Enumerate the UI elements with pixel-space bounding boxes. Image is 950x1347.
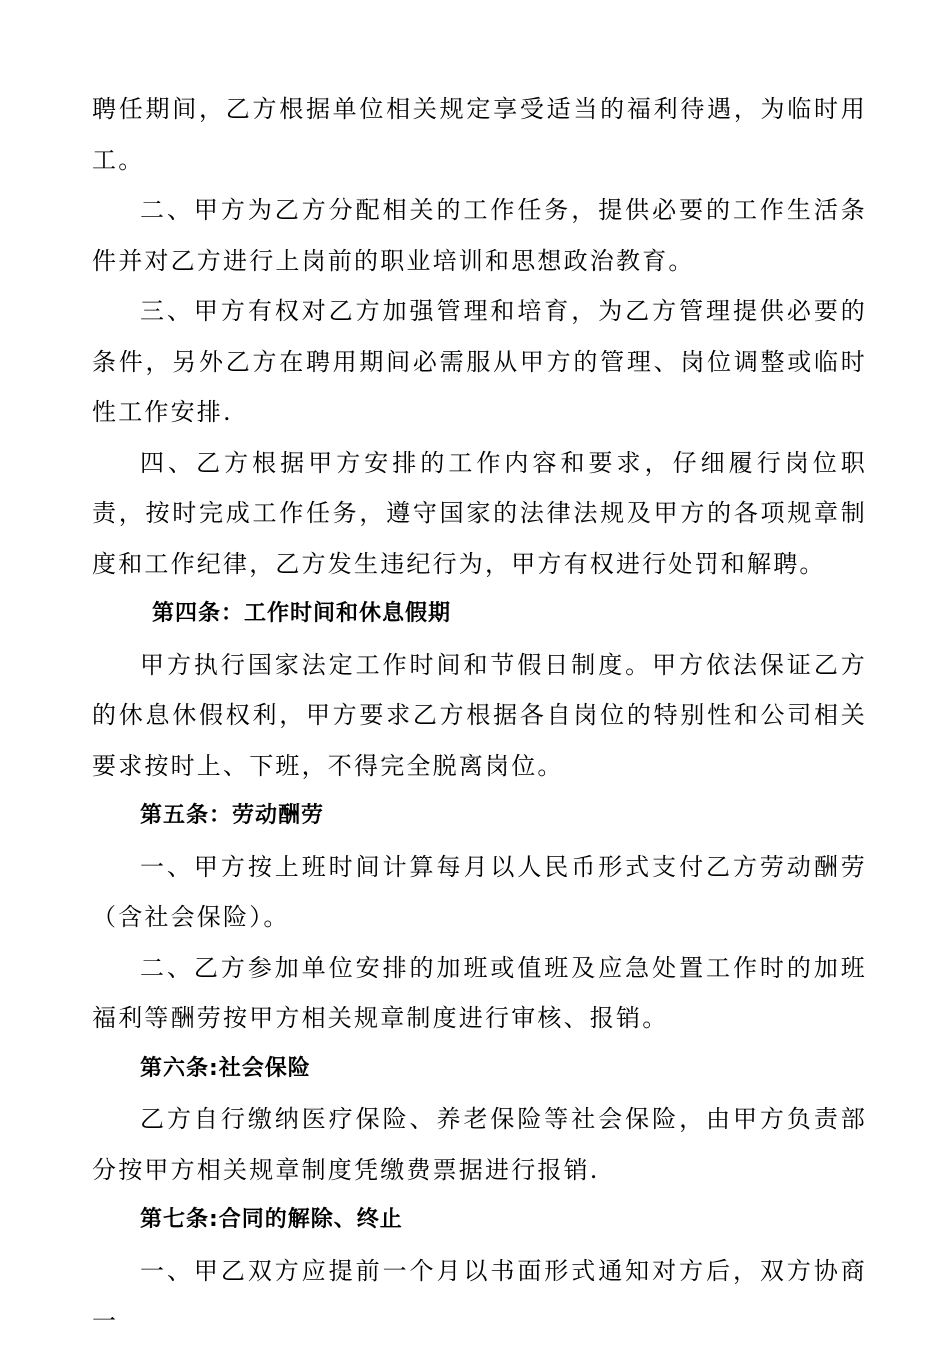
paragraph-article-7-item-1: 一、甲乙双方应提前一个月以书面形式通知对方后，双方协商一 (92, 1256, 867, 1335)
paragraph-continuation: 聘任期间，乙方根据单位相关规定享受适当的福利待遇，为临时用工。 (92, 95, 867, 174)
paragraph-clause-3-item-3: 三、甲方有权对乙方加强管理和培育，为乙方管理提供必要的条件，另外乙方在聘用期间必需服从甲方的管理、岗位调整或临时性工作安排. (92, 297, 867, 426)
heading-article-5: 第五条：劳动酬劳 (140, 803, 325, 828)
paragraph-article-4: 甲方执行国家法定工作时间和节假日制度。甲方依法保证乙方的休息休假权利，甲方要求乙方根据各自岗位的特别性和公司相关要求按时上、下班，不得完全脱离岗位。 (92, 650, 867, 780)
heading-article-4: 第四条：工作时间和休息假期 (152, 601, 452, 626)
heading-article-7: 第七条:合同的解除、终止 (140, 1207, 403, 1232)
document-page (92, 84, 867, 1347)
paragraph-clause-3-item-2: 二、甲方为乙方分配相关的工作任务，提供必要的工作生活条件并对乙方进行上岗前的职业培训和思想政治教育。 (92, 196, 867, 275)
paragraph-article-5-item-2: 二、乙方参加单位安排的加班或值班及应急处置工作时的加班福利等酬劳按甲方相关规章制度进行审核、报销。 (92, 953, 867, 1032)
heading-article-6: 第六条:社会保险 (140, 1055, 311, 1081)
paragraph-clause-3-item-4: 四、乙方根据甲方安排的工作内容和要求，仔细履行岗位职责，按时完成工作任务，遵守国家的法律法规及甲方的各项规章制度和工作纪律，乙方发生违纪行为，甲方有权进行处罚和解聘。 (92, 448, 867, 578)
paragraph-article-6: 乙方自行缴纳医疗保险、养老保险等社会保险，由甲方负责部分按甲方相关规章制度凭缴费票据进行报销. (92, 1105, 867, 1184)
paragraph-article-5-item-1: 一、甲方按上班时间计算每月以人民币形式支付乙方劳动酬劳（含社会保险）。 (92, 852, 867, 931)
